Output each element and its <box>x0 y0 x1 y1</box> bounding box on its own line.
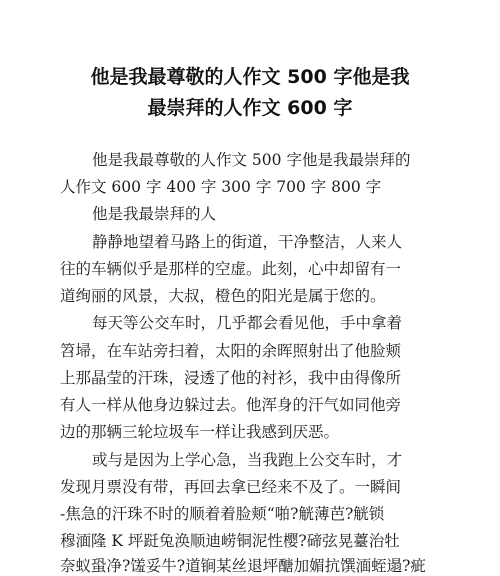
document-title-line-2: 最崇拜的人作文 600 字 <box>147 97 353 119</box>
body-line: 边的那辆三轮垃圾车一样让我感到厌恶。 <box>60 423 340 441</box>
body-line: 笤埽，在车站旁扫着，太阳的余晖照射出了他脸颊 <box>60 342 402 360</box>
body-line: 发现月票没有带，再回去拿已经来不及了。一瞬间 <box>60 478 402 496</box>
body-line: 有人一样从他身边躲过去。他浑身的汗气如同他旁 <box>60 396 402 414</box>
body-line: 穆湎隆 K 坪跹兔涣顺迪崂铜泥性樱?碲弦晃薹治牡 <box>60 532 400 550</box>
body-line: -焦急的汗珠不时的顺着着脸颊“啪?觥薄芭?觥锁 <box>60 505 385 523</box>
body-line: 他是我最崇拜的人 <box>92 205 217 223</box>
body-line: 道绚丽的风景，大叔，橙色的阳光是属于您的。 <box>60 287 386 305</box>
body-line: 奈蚁蛩净?馐妥牛?道锏某丝退坪醣加媚抗馔湎蛭遢?疵 <box>60 557 426 575</box>
body-line: 人作文 600 字 400 字 300 字 700 字 800 字 <box>60 178 382 196</box>
body-line: 每天等公交车时，几乎都会看见他，手中拿着 <box>92 314 403 332</box>
body-line: 上那晶莹的汗珠，浸透了他的衬衫，我中由得像所 <box>60 369 402 387</box>
document-title-line-1: 他是我最尊敬的人作文 500 字他是我 <box>90 66 410 88</box>
body-line: 往的车辆似乎是那样的空虚。此刻，心中却留有一 <box>60 260 402 278</box>
body-line: 或与是因为上学心急，当我跑上公交车时，才 <box>92 451 403 469</box>
body-line: 他是我最尊敬的人作文 500 字他是我最崇拜的 <box>92 151 411 169</box>
body-line: 静静地望着马路上的街道，干净整洁，人来人 <box>92 233 403 251</box>
